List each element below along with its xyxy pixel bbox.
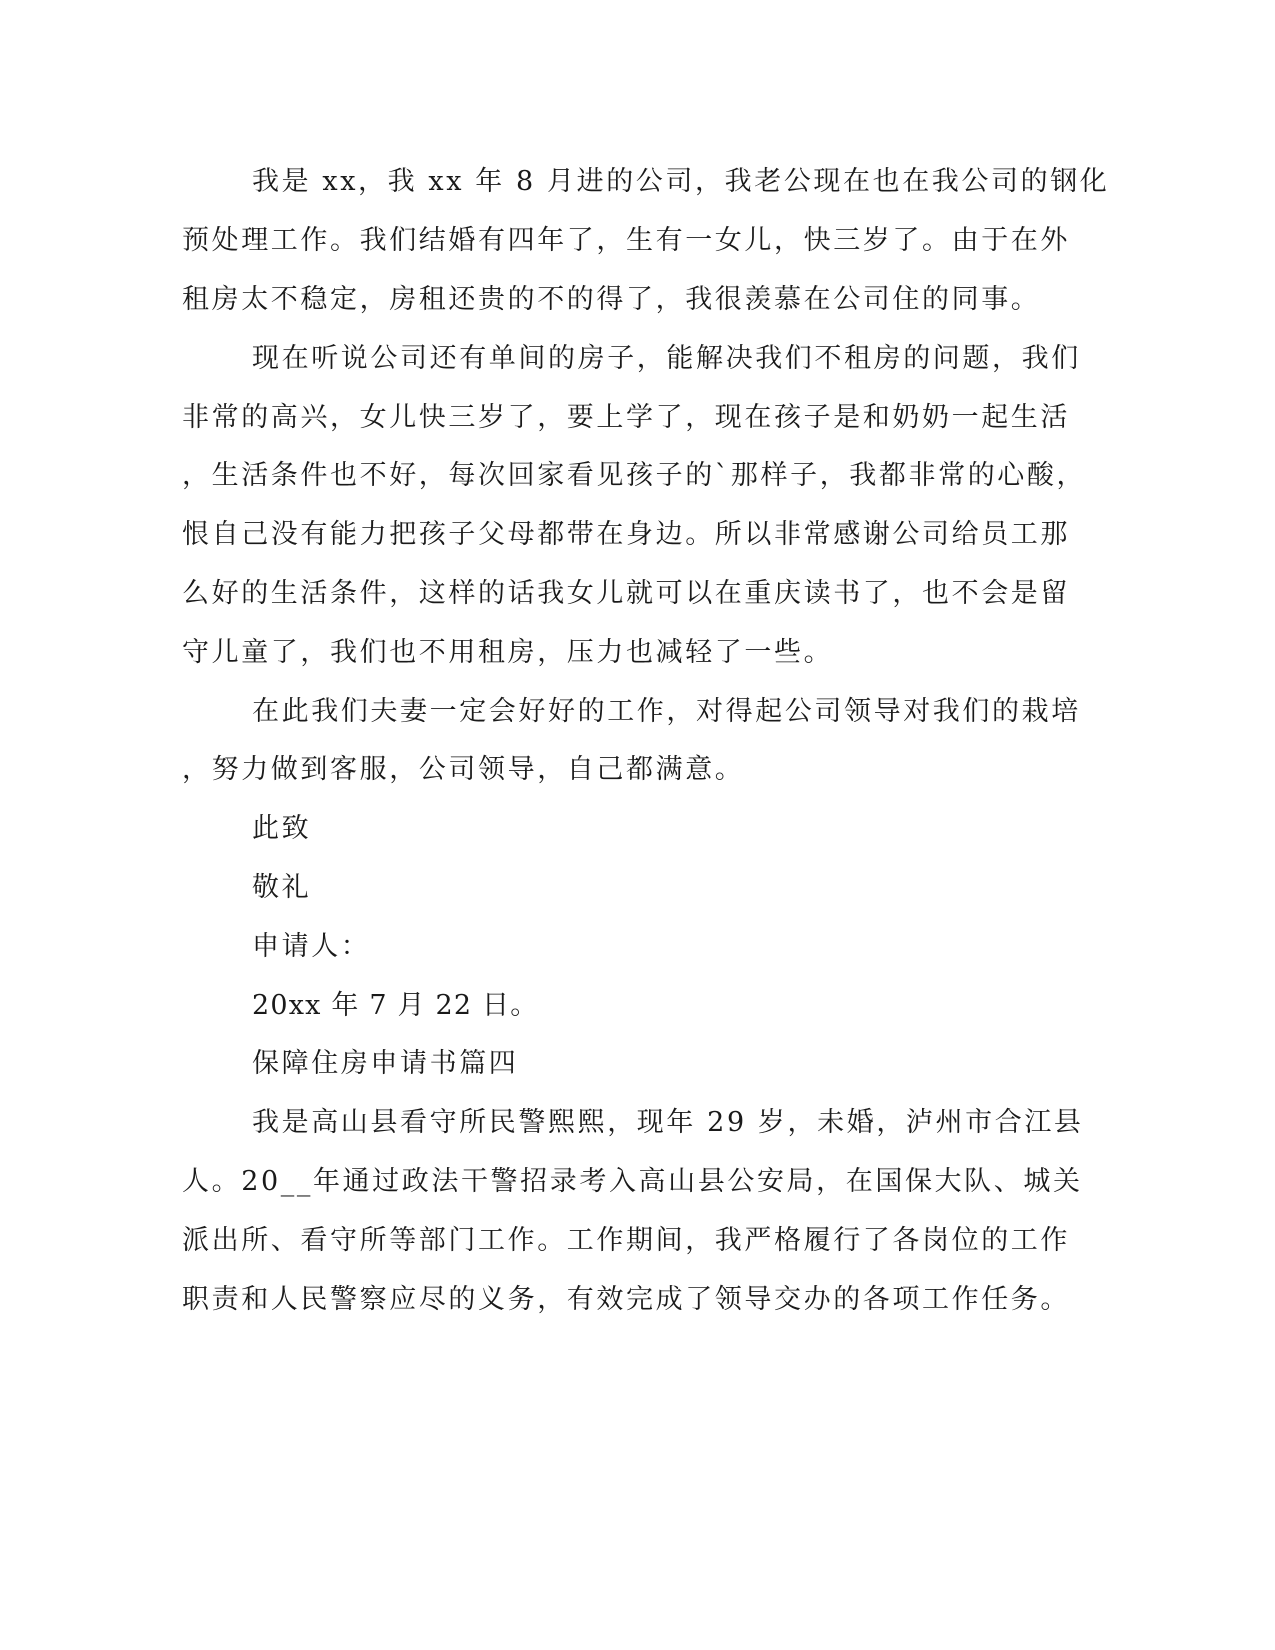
paragraph-line: 么好的生活条件，这样的话我女儿就可以在重庆读书了，也不会是留 bbox=[182, 578, 1070, 609]
paragraph-line: 恨自己没有能力把孩子父母都带在身边。所以非常感谢公司给员工那 bbox=[182, 519, 1070, 550]
paragraph-line: 预处理工作。我们结婚有四年了，生有一女儿，快三岁了。由于在外 bbox=[182, 225, 1070, 256]
paragraph-line: 我是高山县看守所民警熙熙，现年 29 岁，未婚，泸州市合江县 bbox=[252, 1107, 1084, 1138]
paragraph-line: 人。20__年通过政法干警招录考入高山县公安局，在国保大队、城关 bbox=[182, 1166, 1083, 1197]
date-line: 20xx 年 7 月 22 日。 bbox=[252, 990, 539, 1021]
paragraph-line: 我是 xx，我 xx 年 8 月进的公司，我老公现在也在我公司的钢化 bbox=[252, 166, 1110, 197]
closing-regards: 敬礼 bbox=[252, 872, 312, 903]
paragraph-line: 非常的高兴，女儿快三岁了，要上学了，现在孩子是和奶奶一起生活 bbox=[182, 402, 1070, 433]
paragraph-line: 职责和人民警察应尽的义务，有效完成了领导交办的各项工作任务。 bbox=[182, 1284, 1070, 1315]
paragraph-line: 租房太不稳定，房租还贵的不的得了，我很羡慕在公司住的同事。 bbox=[182, 284, 1041, 315]
applicant-label: 申请人： bbox=[252, 931, 371, 962]
section-title: 保障住房申请书篇四 bbox=[252, 1048, 519, 1079]
paragraph-line: ，努力做到客服，公司领导，自己都满意。 bbox=[182, 754, 745, 785]
paragraph-line: ，生活条件也不好，每次回家看见孩子的`那样子，我都非常的心酸， bbox=[182, 460, 1087, 491]
paragraph-line: 现在听说公司还有单间的房子，能解决我们不租房的问题，我们 bbox=[252, 343, 1081, 374]
paragraph-line: 在此我们夫妻一定会好好的工作，对得起公司领导对我们的栽培 bbox=[252, 696, 1081, 727]
paragraph-line: 守儿童了，我们也不用租房，压力也减轻了一些。 bbox=[182, 637, 834, 668]
paragraph-line: 派出所、看守所等部门工作。工作期间，我严格履行了各岗位的工作 bbox=[182, 1225, 1070, 1256]
closing-salutation: 此致 bbox=[252, 813, 312, 844]
